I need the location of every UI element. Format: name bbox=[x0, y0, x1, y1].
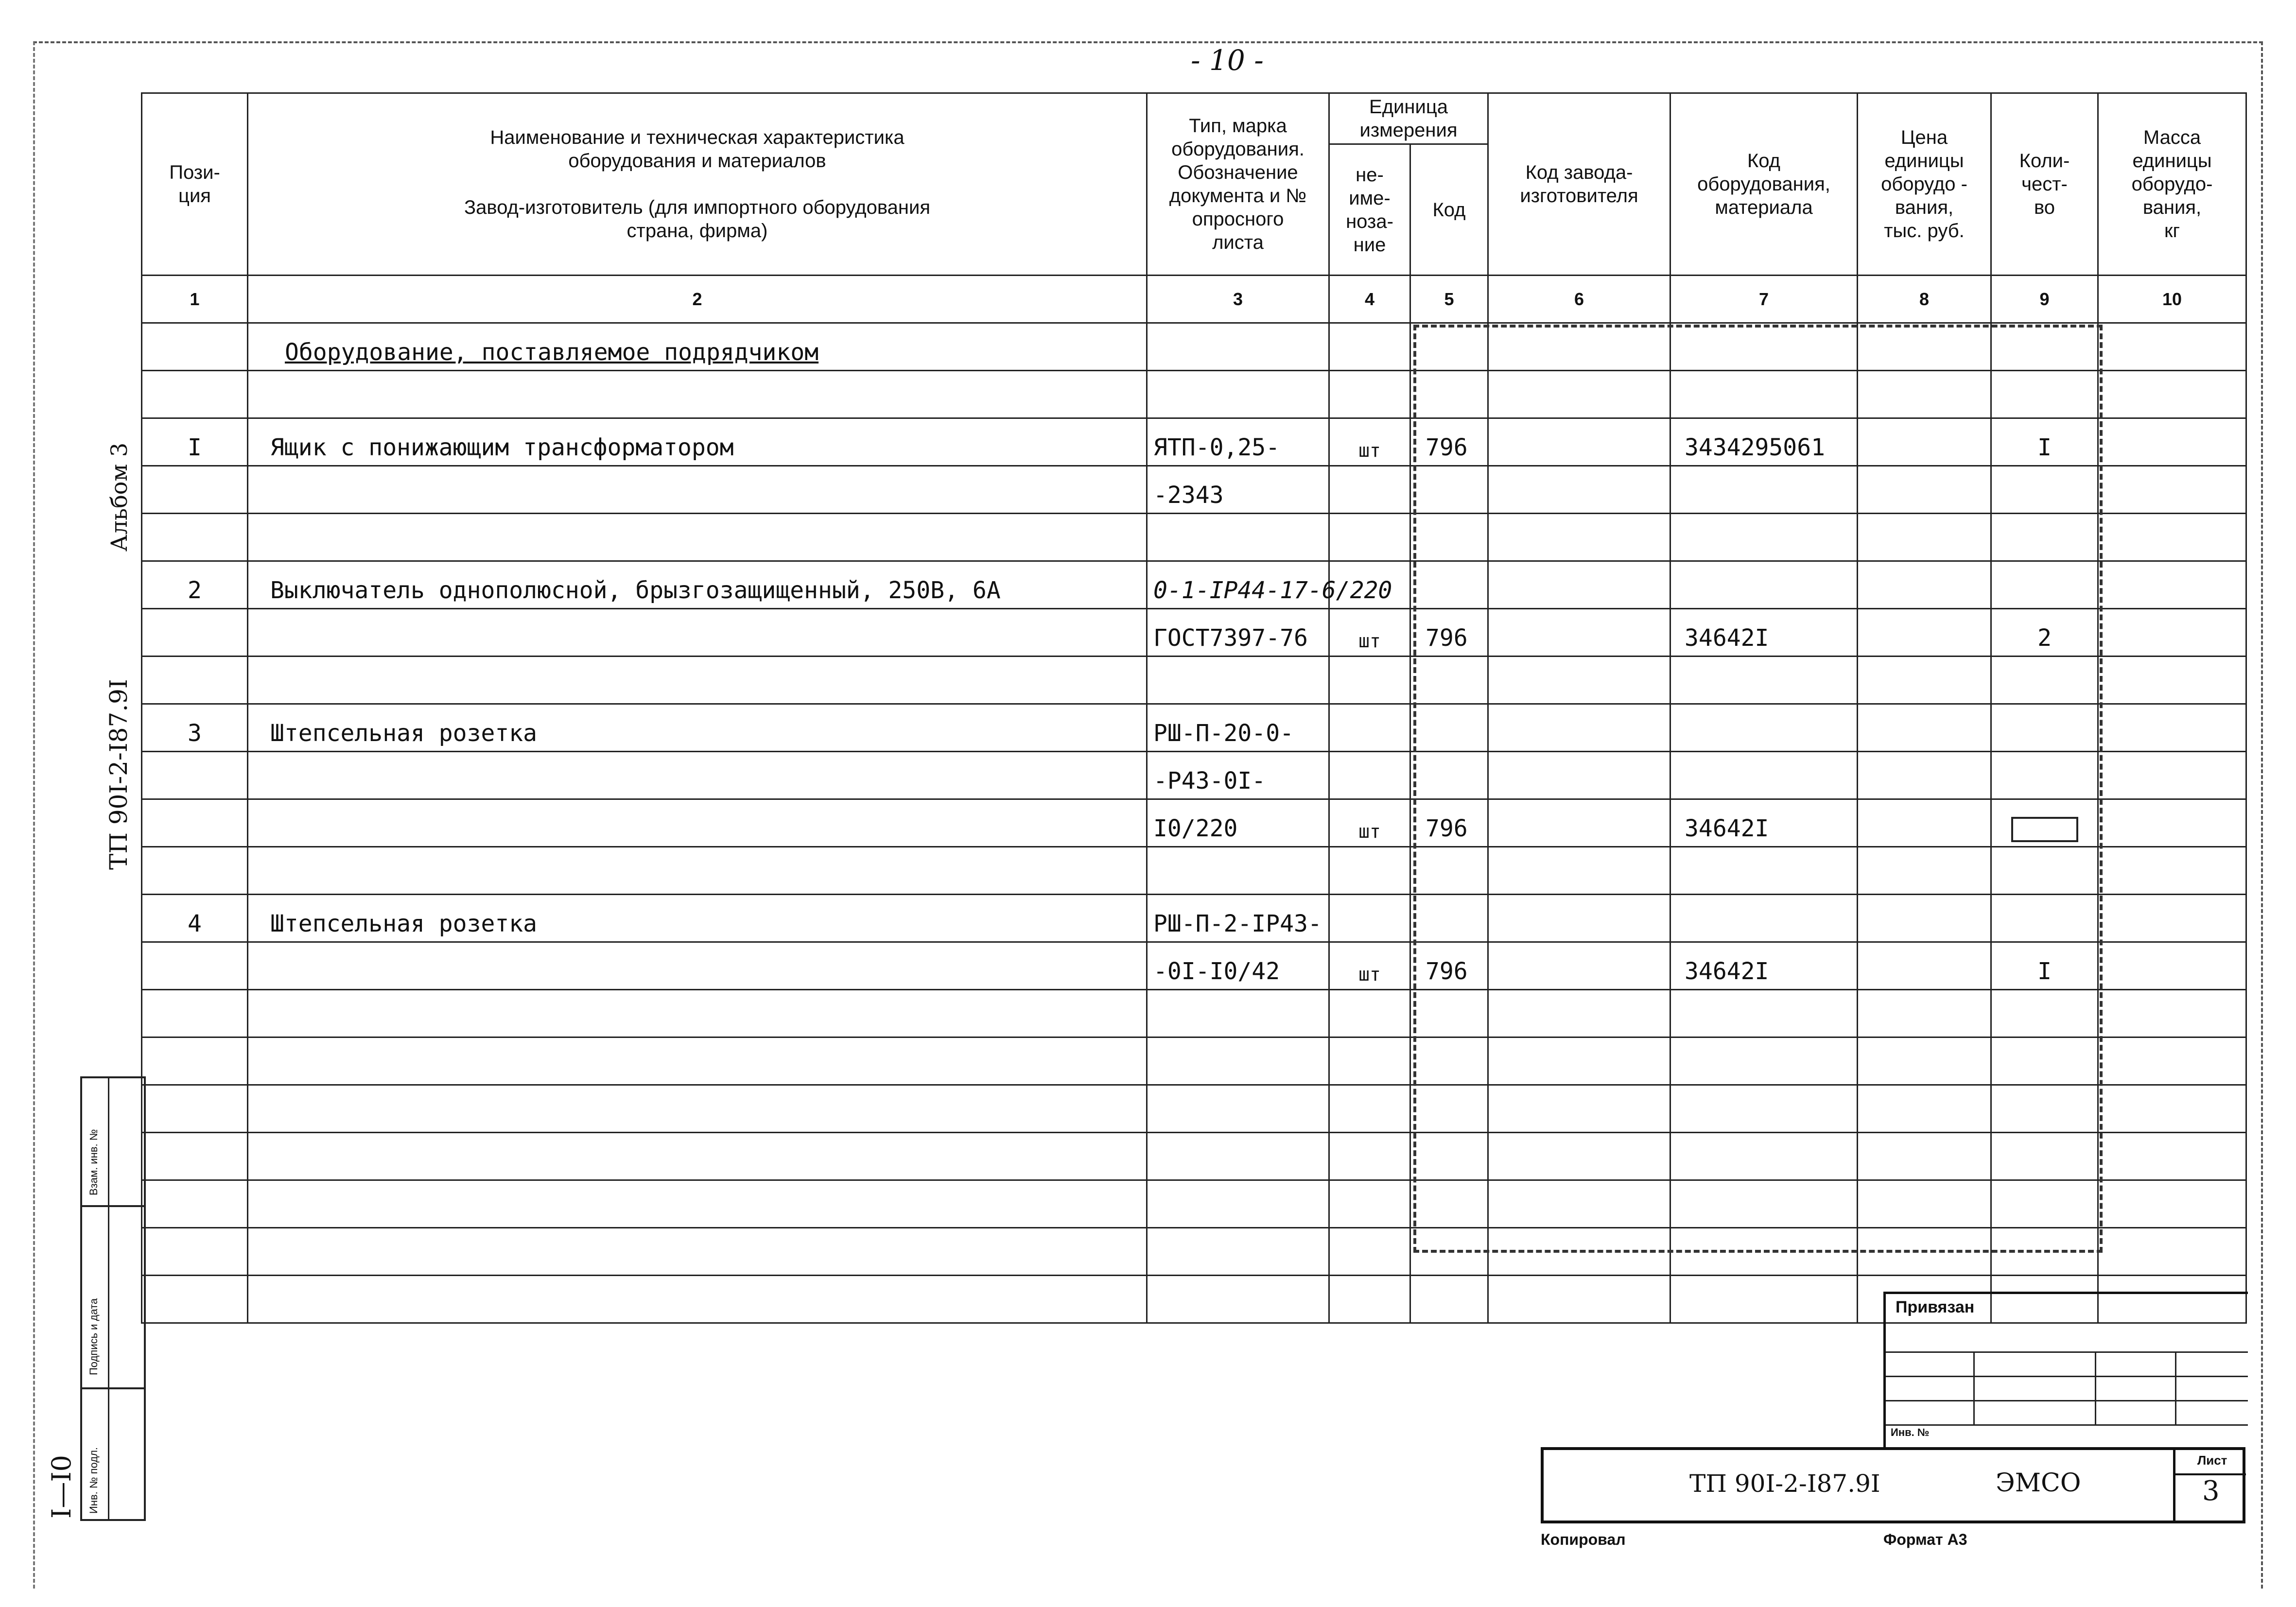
type-cell bbox=[1147, 990, 1329, 1037]
type-cell bbox=[1147, 371, 1329, 418]
unit-cell bbox=[1329, 1037, 1410, 1085]
title-stamp bbox=[1541, 1447, 2245, 1523]
column-number: 10 bbox=[2098, 276, 2246, 323]
mass-cell bbox=[2098, 1133, 2246, 1180]
header-quantity: Коли- чест- во bbox=[1991, 93, 2098, 276]
name-cell: Штепсельная розетка bbox=[248, 704, 1147, 752]
type-cell bbox=[1147, 1133, 1329, 1180]
mass-cell bbox=[2098, 752, 2246, 799]
mass-cell bbox=[2098, 1180, 2246, 1228]
column-number: 6 bbox=[1488, 276, 1670, 323]
unit-code-cell bbox=[1410, 1276, 1488, 1323]
equipment-code-cell: 3434295061 bbox=[1670, 418, 1858, 466]
name-cell: Выключатель однополюсной, брызгозащищенный, 250В, 6А bbox=[248, 561, 1147, 609]
strip-divider bbox=[80, 1387, 146, 1389]
name-cell bbox=[248, 1276, 1147, 1323]
header-unit-name: не- име- ноза- ние bbox=[1329, 144, 1410, 276]
mass-cell bbox=[2098, 323, 2246, 371]
column-number: 5 bbox=[1410, 276, 1488, 323]
position-cell bbox=[142, 942, 248, 990]
unit-code-cell: 796 bbox=[1410, 609, 1488, 657]
type-cell bbox=[1147, 323, 1329, 371]
type-cell: 0-1-IP44-17-6/220 bbox=[1147, 561, 1329, 609]
type-cell bbox=[1147, 657, 1329, 704]
unit-cell: шт bbox=[1329, 799, 1410, 847]
unit-cell bbox=[1329, 657, 1410, 704]
type-cell: ГОСТ7397-76 bbox=[1147, 609, 1329, 657]
mass-cell bbox=[2098, 1037, 2246, 1085]
header-mass: Масса единицы оборудо- вания, кг bbox=[2098, 93, 2246, 276]
type-cell: -2343 bbox=[1147, 466, 1329, 514]
type-cell: I0/220 bbox=[1147, 799, 1329, 847]
type-cell: ЯТП-0,25- bbox=[1147, 418, 1329, 466]
unit-code-cell: 796 bbox=[1410, 799, 1488, 847]
position-cell: 4 bbox=[142, 895, 248, 942]
unit-cell bbox=[1329, 466, 1410, 514]
mass-cell bbox=[2098, 609, 2246, 657]
header-equipment-code: Код оборудования, материала bbox=[1670, 93, 1858, 276]
header-name: Наименование и техническая характеристика оборудования и материалов Завод-изготовитель (для импортного оборудования страна, фирма) bbox=[248, 93, 1147, 276]
inv-no-label: Инв. № bbox=[1891, 1426, 1930, 1438]
position-cell bbox=[142, 1085, 248, 1133]
format-label: Формат А3 bbox=[1883, 1531, 1967, 1548]
equipment-code-cell bbox=[1670, 1276, 1858, 1323]
mass-cell bbox=[2098, 942, 2246, 990]
name-cell bbox=[248, 942, 1147, 990]
mass-cell bbox=[2098, 418, 2246, 466]
position-cell bbox=[142, 323, 248, 371]
stamp-line bbox=[1886, 1424, 2248, 1426]
stamp-line bbox=[1973, 1351, 1975, 1424]
mass-cell bbox=[2098, 847, 2246, 895]
mass-cell bbox=[2098, 1085, 2246, 1133]
header-unit-group: Единица измерения bbox=[1329, 93, 1488, 144]
unit-cell bbox=[1329, 752, 1410, 799]
name-cell: Ящик с понижающим трансформатором bbox=[248, 418, 1147, 466]
type-cell bbox=[1147, 847, 1329, 895]
unit-cell bbox=[1329, 371, 1410, 418]
stamp-line bbox=[1886, 1400, 2248, 1401]
dashed-code-box bbox=[1413, 325, 2103, 1253]
position-cell bbox=[142, 1037, 248, 1085]
equipment-code-cell: 34642I bbox=[1670, 799, 1858, 847]
name-cell bbox=[248, 1085, 1147, 1133]
position-cell bbox=[142, 1276, 248, 1323]
binding-block bbox=[1883, 1292, 2248, 1450]
header-price: Цена единицы оборудо - вания, тыс. руб. bbox=[1858, 93, 1991, 276]
type-cell bbox=[1147, 514, 1329, 561]
unit-cell bbox=[1329, 1085, 1410, 1133]
position-cell bbox=[142, 752, 248, 799]
mass-cell bbox=[2098, 799, 2246, 847]
type-cell bbox=[1147, 1037, 1329, 1085]
column-number: 8 bbox=[1858, 276, 1991, 323]
stamp-line bbox=[2095, 1351, 2096, 1424]
unit-cell bbox=[1329, 514, 1410, 561]
name-cell bbox=[248, 799, 1147, 847]
mass-cell bbox=[2098, 704, 2246, 752]
stamp-line bbox=[2175, 1351, 2176, 1424]
inv-original-label: Инв. № подл. bbox=[87, 1447, 100, 1514]
type-cell bbox=[1147, 1276, 1329, 1323]
header-position: Пози- ция bbox=[142, 93, 248, 276]
name-cell bbox=[248, 1180, 1147, 1228]
name-cell: Штепсельная розетка bbox=[248, 895, 1147, 942]
column-number: 7 bbox=[1670, 276, 1858, 323]
mass-cell bbox=[2098, 1228, 2246, 1276]
position-cell bbox=[142, 847, 248, 895]
mass-cell bbox=[2098, 895, 2246, 942]
column-number: 3 bbox=[1147, 276, 1329, 323]
type-cell bbox=[1147, 1085, 1329, 1133]
header-plant-code: Код завода- изготовителя bbox=[1488, 93, 1670, 276]
type-cell: -0I-I0/42 bbox=[1147, 942, 1329, 990]
mass-cell bbox=[2098, 561, 2246, 609]
position-cell bbox=[142, 1228, 248, 1276]
quantity-cell: I bbox=[1991, 942, 2098, 990]
name-cell bbox=[248, 1228, 1147, 1276]
column-number-row bbox=[142, 276, 2246, 323]
unit-cell bbox=[1329, 990, 1410, 1037]
name-cell: Оборудование, поставляемое подрядчиком bbox=[248, 323, 1147, 371]
page-number: - 10 - bbox=[1191, 44, 1264, 77]
position-cell: 3 bbox=[142, 704, 248, 752]
stamp-line bbox=[1886, 1376, 2248, 1377]
position-cell bbox=[142, 371, 248, 418]
name-cell bbox=[248, 1133, 1147, 1180]
type-cell bbox=[1147, 1228, 1329, 1276]
name-cell bbox=[248, 1037, 1147, 1085]
album-label: Альбом 3 bbox=[106, 442, 132, 552]
type-cell: РШ-П-20-0- bbox=[1147, 704, 1329, 752]
stamp-section: ЭМСО bbox=[1996, 1469, 2081, 1498]
copied-by-label: Копировал bbox=[1541, 1531, 1626, 1548]
position-cell bbox=[142, 1133, 248, 1180]
unit-cell bbox=[1329, 895, 1410, 942]
mass-cell bbox=[2098, 514, 2246, 561]
strip-divider bbox=[108, 1076, 109, 1521]
mass-cell bbox=[2098, 657, 2246, 704]
quantity-cell: 2 bbox=[1991, 609, 2098, 657]
unit-cell: шт bbox=[1329, 609, 1410, 657]
name-cell bbox=[248, 847, 1147, 895]
column-number: 2 bbox=[248, 276, 1147, 323]
position-cell bbox=[142, 799, 248, 847]
stamp-line bbox=[1886, 1351, 2248, 1353]
mass-cell bbox=[2098, 371, 2246, 418]
position-cell bbox=[142, 990, 248, 1037]
unit-cell bbox=[1329, 1180, 1410, 1228]
name-cell bbox=[248, 609, 1147, 657]
plant-code-cell bbox=[1488, 1276, 1670, 1323]
unit-cell bbox=[1329, 1228, 1410, 1276]
unit-cell bbox=[1329, 323, 1410, 371]
column-number: 9 bbox=[1991, 276, 2098, 323]
column-number: 4 bbox=[1329, 276, 1410, 323]
name-cell bbox=[248, 466, 1147, 514]
list-label: Лист bbox=[2197, 1453, 2227, 1468]
type-cell bbox=[1147, 1180, 1329, 1228]
position-cell bbox=[142, 657, 248, 704]
privyazan-label: Привязан bbox=[1896, 1298, 1975, 1316]
position-cell: I bbox=[142, 418, 248, 466]
position-cell bbox=[142, 1180, 248, 1228]
position-cell bbox=[142, 466, 248, 514]
type-cell: РШ-П-2-IР43- bbox=[1147, 895, 1329, 942]
replacement-inv-label: Взам. инв. № bbox=[87, 1129, 100, 1195]
header-type: Тип, марка оборудования. Обозначение документа и № опросного листа bbox=[1147, 93, 1329, 276]
equipment-code-cell: 34642I bbox=[1670, 609, 1858, 657]
unit-code-cell: 796 bbox=[1410, 418, 1488, 466]
name-cell bbox=[248, 657, 1147, 704]
unit-cell bbox=[1329, 847, 1410, 895]
header-unit-code: Код bbox=[1410, 144, 1488, 276]
sheet-reference: I—I0 bbox=[46, 1454, 77, 1519]
name-cell bbox=[248, 990, 1147, 1037]
unit-cell: шт bbox=[1329, 942, 1410, 990]
stamp-doc-code: ТП 90I-2-I87.9I bbox=[1689, 1469, 1880, 1498]
equipment-code-cell: 34642I bbox=[1670, 942, 1858, 990]
unit-cell: шт bbox=[1329, 418, 1410, 466]
list-number: 3 bbox=[2202, 1475, 2220, 1507]
unit-cell bbox=[1329, 1133, 1410, 1180]
position-cell: 2 bbox=[142, 561, 248, 609]
name-cell bbox=[248, 371, 1147, 418]
unit-cell bbox=[1329, 1276, 1410, 1323]
position-cell bbox=[142, 609, 248, 657]
unit-cell bbox=[1329, 704, 1410, 752]
side-doc-code: ТП 90I-2-I87.9I bbox=[104, 679, 133, 870]
strip-divider bbox=[80, 1205, 146, 1207]
type-cell: -Р43-0I- bbox=[1147, 752, 1329, 799]
mass-cell bbox=[2098, 466, 2246, 514]
stamp-line bbox=[2173, 1450, 2176, 1521]
name-cell bbox=[248, 752, 1147, 799]
quantity-cell: I bbox=[1991, 418, 2098, 466]
unit-code-cell: 796 bbox=[1410, 942, 1488, 990]
mass-cell bbox=[2098, 990, 2246, 1037]
column-number: 1 bbox=[142, 276, 248, 323]
position-cell bbox=[142, 514, 248, 561]
name-cell bbox=[248, 514, 1147, 561]
signature-date-label: Подпись и дата bbox=[87, 1298, 100, 1375]
